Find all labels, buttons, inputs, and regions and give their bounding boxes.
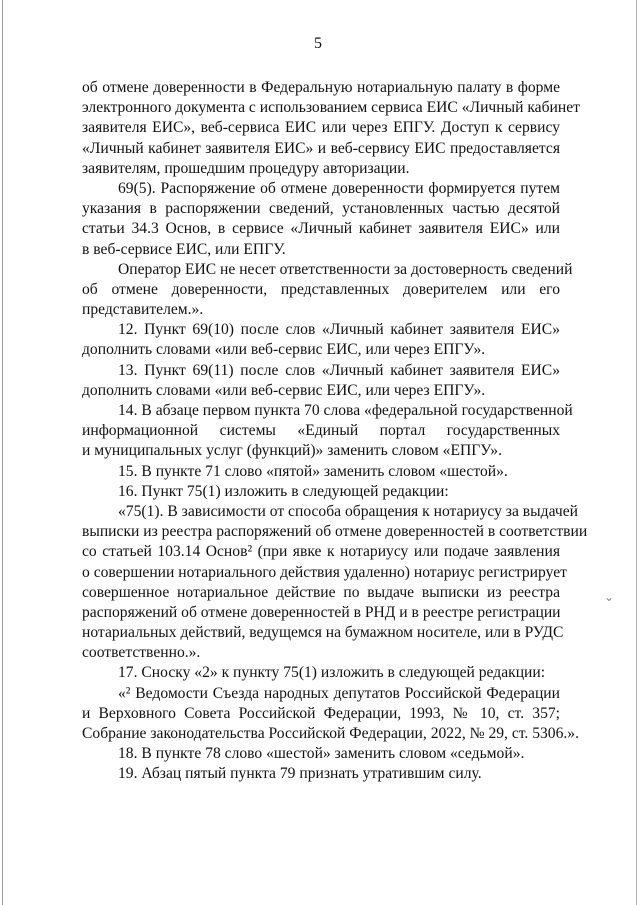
text-line: заявителям, прошедшим процедуру авторизации. <box>82 159 410 177</box>
paragraph <box>82 764 560 784</box>
text-line: 69(5). Распоряжение об отмене доверенности формируется путем <box>118 179 560 197</box>
paragraph <box>82 744 560 764</box>
text-line: «Личный кабинет заявителя ЕИС» и веб-сервису ЕИС предоставляется <box>82 139 560 157</box>
text-line: 15. В пункте 71 слово «пятой» заменить словом «шестой». <box>118 462 508 480</box>
text-line: «75(1). В зависимости от способа обращения к нотариусу за выдачей <box>118 502 578 520</box>
text-line: представителем.». <box>82 301 204 319</box>
text-line: заявителя ЕИС», веб-сервиса ЕИС или через ЕПГУ. Доступ к сервису <box>82 119 560 137</box>
text-line: 13. Пункт 69(11) после слов «Личный кабинет заявителя ЕИС» <box>118 361 560 379</box>
text-line: об отмене доверенности в Федеральную нотариальную палату в форме <box>82 79 560 96</box>
scan-edge-left <box>2 0 3 905</box>
scan-mark: ⌄ <box>604 590 615 604</box>
paragraph <box>82 260 573 321</box>
text-line: статьи 34.3 Основ, в сервисе «Личный кабинет заявителя ЕИС» или <box>82 220 560 238</box>
paragraph <box>82 320 560 360</box>
text-line: 19. Абзац пятый пункта 79 признать утратившим силу. <box>118 765 482 783</box>
text-line: 16. Пункт 75(1) изложить в следующей редакции: <box>118 482 449 500</box>
text-line: 18. В пункте 78 слово «шестой» заменить словом «седьмой». <box>118 745 525 763</box>
text-line: Оператор ЕИС не несет ответственности за достоверность сведений <box>118 260 573 278</box>
text-line: и муниципальных услуг (функций)» заменить словом «ЕПГУ». <box>82 442 503 460</box>
text-line: распоряжений об отмене доверенностей в РНД и в реестре регистрации <box>82 603 561 621</box>
paragraph <box>82 179 560 260</box>
text-line: об отмене доверенности, представленных доверителем или его <box>82 280 560 298</box>
paragraph <box>82 684 579 745</box>
document-body <box>82 78 588 785</box>
text-line: со статьей 103.14 Основ² (при явке к нотариусу или подаче заявления <box>82 543 560 561</box>
text-line: и Верховного Совета Российской Федерации, 1993, № 10, ст. 357; <box>82 704 560 722</box>
paragraph <box>82 401 573 462</box>
text-line: 17. Сноску «2» к пункту 75(1) изложить в следующей редакции: <box>118 664 546 682</box>
text-line: о совершении нотариального действия удаленно) нотариус регистрирует <box>82 563 567 581</box>
text-line: 12. Пункт 69(10) после слов «Личный кабинет заявителя ЕИС» <box>118 321 560 339</box>
paragraph <box>82 502 588 664</box>
text-line: выписки из реестра распоряжений об отмене доверенностей в соответствии <box>82 523 588 541</box>
text-line: совершенное нотариальное действие по выдаче выписки из реестра <box>82 583 560 601</box>
text-line: соответственно.». <box>82 644 201 662</box>
text-line: дополнить словами «или веб-сервис ЕИС, или через ЕПГУ». <box>82 381 486 399</box>
text-line: указания в распоряжении сведений, установленных частью десятой <box>82 200 560 218</box>
text-line: нотариальных действий, ведущемся на бумажном носителе, или в РУДС <box>82 624 564 642</box>
text-line: электронного документа с использованием сервиса ЕИС «Личный кабинет <box>82 99 580 117</box>
page-number: 5 <box>314 35 322 52</box>
paragraph <box>82 663 560 683</box>
text-line: «² Ведомости Съезда народных депутатов Российской Федерации <box>118 684 560 702</box>
text-line: 14. В абзаце первом пункта 70 слова «федеральной государственной <box>118 402 573 419</box>
text-line: дополнить словами «или веб-сервис ЕИС, или через ЕПГУ». <box>82 341 486 359</box>
text-line: Собрание законодательства Российской Федерации, 2022, № 29, ст. 5306.». <box>82 725 579 742</box>
paragraph <box>82 462 560 482</box>
scan-edge-right <box>636 0 637 905</box>
text-line: в веб-сервисе ЕИС, или ЕПГУ. <box>82 240 286 258</box>
paragraph <box>82 361 560 401</box>
paragraph <box>82 78 580 179</box>
paragraph <box>82 482 560 502</box>
text-line: информационной системы «Единый портал государственных <box>82 422 560 440</box>
